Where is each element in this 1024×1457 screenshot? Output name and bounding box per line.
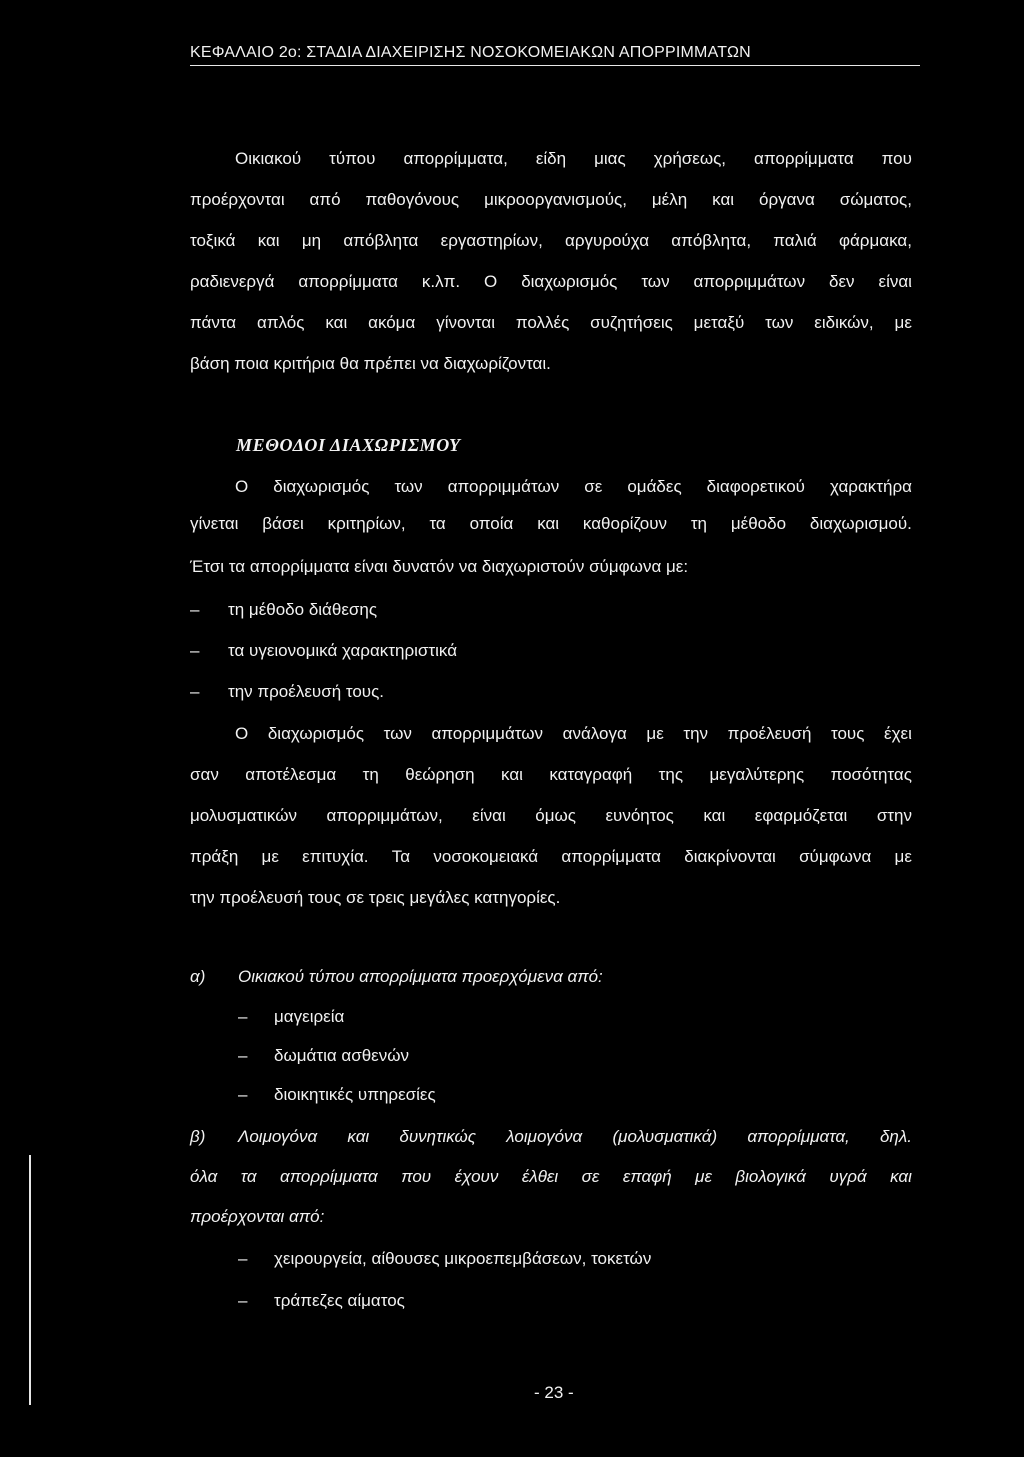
intro-line: τοξικά και μη απόβλητα εργαστηρίων, αργυρούχα απόβλητα, παλιά φάρμακα, bbox=[190, 231, 912, 250]
category-b-item-text: τράπεζες αίματος bbox=[274, 1291, 405, 1310]
intro-line: βάση ποια κριτήρια θα πρέπει να διαχωρίζονται. bbox=[190, 354, 551, 373]
criteria-item bbox=[190, 681, 384, 703]
category-b-label: β) bbox=[190, 1127, 206, 1146]
section-line: Ο διαχωρισμός των απορριμμάτων ανάλογα με την προέλευσή τους έχει bbox=[235, 724, 912, 743]
section-line: μολυσματικών απορριμμάτων, είναι όμως ευνόητος και εφαρμόζεται στην bbox=[190, 806, 912, 825]
section-line: σαν αποτέλεσμα τη θεώρηση και καταγραφή της μεγαλύτερης ποσότητας bbox=[190, 765, 912, 784]
margin-rule bbox=[29, 1155, 31, 1405]
category-b-title-line: Λοιμογόνα και δυνητικώς λοιμογόνα (μολυσματικά) απορρίμματα, δηλ. bbox=[238, 1127, 912, 1146]
criteria-item bbox=[190, 599, 377, 621]
section-heading: ΜΕΘΟΔΟΙ ΔΙΑΧΩΡΙΣΜΟΥ bbox=[236, 435, 461, 455]
dash-bullet: – bbox=[238, 1046, 248, 1065]
dash-bullet: – bbox=[238, 1249, 248, 1268]
category-a-item bbox=[238, 1084, 436, 1106]
section-line: πράξη με επιτυχία. Τα νοσοκομειακά απορρίμματα διακρίνονται σύμφωνα με bbox=[190, 847, 912, 866]
category-a-item-text: μαγειρεία bbox=[274, 1007, 345, 1026]
category-a-item bbox=[238, 1045, 409, 1067]
section-line: την προέλευσή τους σε τρεις μεγάλες κατηγορίες. bbox=[190, 888, 561, 907]
section-line: Έτσι τα απορρίμματα είναι δυνατόν να διαχωριστούν σύμφωνα με: bbox=[190, 557, 689, 576]
intro-line: πάντα απλός και ακόμα γίνονται πολλές συζητήσεις μεταξύ των ειδικών, με bbox=[190, 313, 912, 332]
category-a-item bbox=[238, 1006, 344, 1028]
dash-bullet: – bbox=[190, 682, 200, 701]
category-b-title-line: όλα τα απορρίμματα που έχουν έλθει σε επαφή με βιολογικά υγρά και bbox=[190, 1167, 912, 1186]
dash-bullet: – bbox=[238, 1291, 248, 1310]
criteria-item bbox=[190, 640, 457, 662]
category-a-item-text: δωμάτια ασθενών bbox=[274, 1046, 410, 1065]
dash-bullet: – bbox=[238, 1007, 248, 1026]
dash-bullet: – bbox=[238, 1085, 248, 1104]
intro-line: προέρχονται από παθογόνους μικροοργανισμούς, μέλη και όργανα σώματος, bbox=[190, 190, 912, 209]
category-b-item bbox=[238, 1290, 405, 1312]
intro-line: ραδιενεργά απορρίμματα κ.λπ. Ο διαχωρισμός των απορριμμάτων δεν είναι bbox=[190, 272, 912, 291]
category-a-item-text: διοικητικές υπηρεσίες bbox=[274, 1085, 436, 1104]
category-b-item-text: χειρουργεία, αίθουσες μικροεπεμβάσεων, τοκετών bbox=[274, 1249, 652, 1268]
running-header: ΚΕΦΑΛΑΙΟ 2ο: ΣΤΑΔΙΑ ΔΙΑΧΕΙΡΙΣΗΣ ΝΟΣΟΚΟΜΕΙΑΚΩΝ ΑΠΟΡΡΙΜΜΑΤΩΝ bbox=[190, 44, 920, 66]
criteria-text: τα υγειονομικά χαρακτηριστικά bbox=[228, 641, 458, 660]
criteria-text: τη μέθοδο διάθεσης bbox=[228, 600, 378, 619]
section-line: γίνεται βάσει κριτηρίων, τα οποία και καθορίζουν τη μέθοδο διαχωρισμού. bbox=[190, 514, 912, 533]
dash-bullet: – bbox=[190, 600, 200, 619]
intro-line: Οικιακού τύπου απορρίμματα, είδη μιας χρήσεως, απορρίμματα που bbox=[235, 149, 912, 168]
category-b-title-line: προέρχονται από: bbox=[190, 1207, 325, 1226]
section-line: Ο διαχωρισμός των απορριμμάτων σε ομάδες διαφορετικού χαρακτήρα bbox=[235, 477, 912, 496]
category-a-label: α) bbox=[190, 967, 206, 986]
category-a-title: Οικιακού τύπου απορρίμματα προερχόμενα από: bbox=[238, 967, 603, 986]
page-number: - 23 - bbox=[534, 1383, 574, 1402]
category-b-item bbox=[238, 1248, 651, 1270]
dash-bullet: – bbox=[190, 641, 200, 660]
criteria-text: την προέλευσή τους. bbox=[228, 682, 385, 701]
